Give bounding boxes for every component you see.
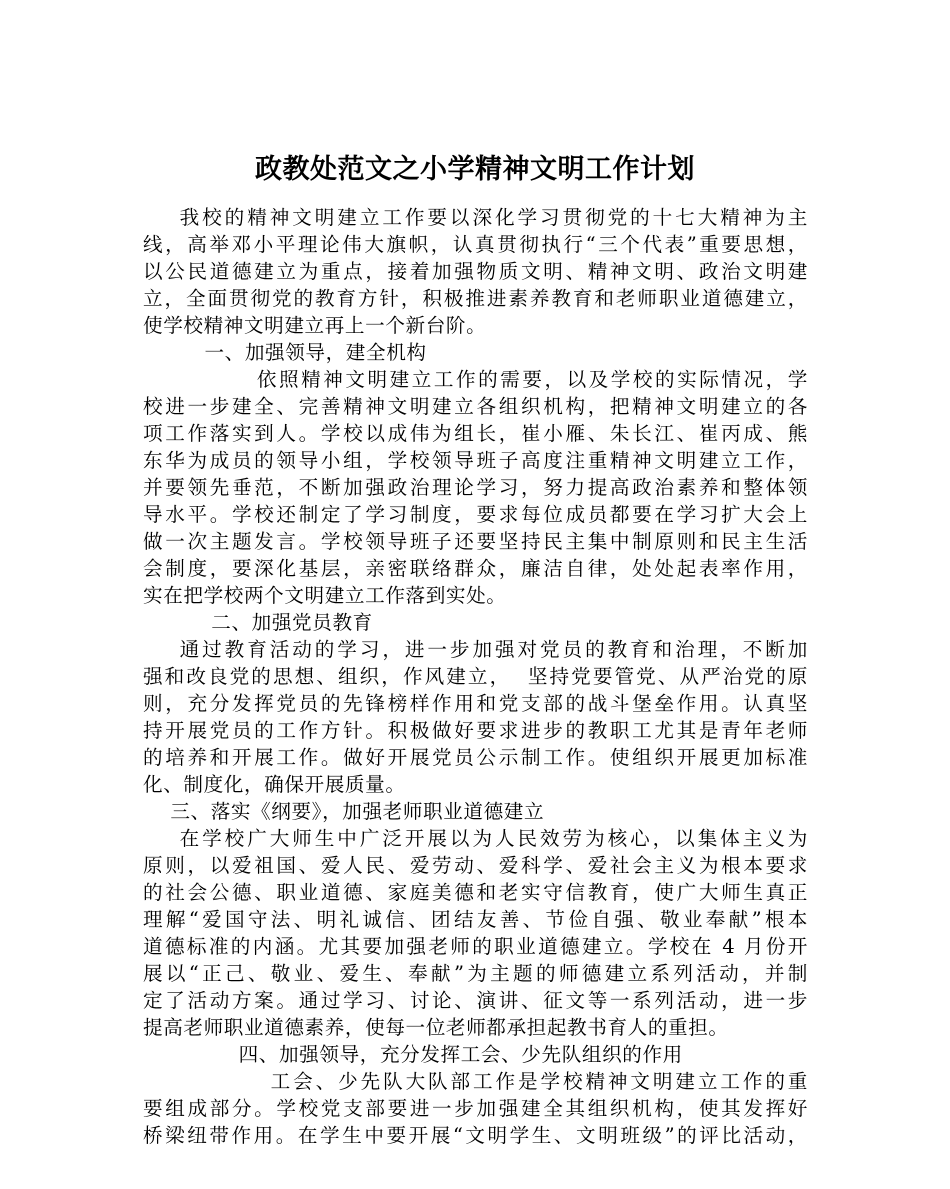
text-line: 展以“正己、敬业、爱生、奉献”为主题的师德建立系列活动，并制 bbox=[143, 962, 808, 985]
text-line: 三、落实《纲要》，加强老师职业道德建立 bbox=[143, 800, 545, 823]
text-line: 线，高举邓小平理论伟大旗帜，认真贯彻执行“三个代表”重要思想， bbox=[143, 233, 808, 256]
text-line: 并要领先垂范，不断加强政治理论学习，努力提高政治素养和整体领 bbox=[143, 476, 808, 499]
text-line: 要组成部分。学校党支部要进一步加强建全其组织机构，使其发挥好 bbox=[143, 1097, 808, 1120]
page-title: 政教处范文之小学精神文明工作计划 bbox=[255, 154, 695, 186]
text-line: 以公民道德建立为重点，接着加强物质文明、精神文明、政治文明建 bbox=[143, 260, 808, 283]
text-line: 校进一步建全、完善精神文明建立各组织机构，把精神文明建立的各 bbox=[143, 395, 808, 418]
text-line: 的培养和开展工作。做好开展党员公示制工作。使组织开展更加标准 bbox=[143, 746, 808, 769]
text-line: 我校的精神文明建立工作要以深化学习贯彻党的十七大精神为主 bbox=[143, 206, 808, 229]
text-line: 四、加强领导，充分发挥工会、少先队组织的作用 bbox=[143, 1043, 683, 1066]
text-line: 立，全面贯彻党的教育方针，积极推进素养教育和老师职业道德建立， bbox=[143, 287, 808, 310]
text-line: 东华为成员的领导小组，学校领导班子高度注重精神文明建立工作， bbox=[143, 449, 808, 472]
text-line: 则，充分发挥党员的先锋榜样作用和党支部的战斗堡垒作用。认真坚 bbox=[143, 692, 808, 715]
text-line: 的社会公德、职业道德、家庭美德和老实守信教育，使广大师生真正 bbox=[143, 881, 808, 904]
text-line: 强和改良党的思想、组织，作风建立， 坚持党要管党、从严治党的原 bbox=[143, 665, 808, 688]
text-line: 做一次主题发言。学校领导班子还要坚持民主集中制原则和民主生活 bbox=[143, 530, 808, 553]
text-line: 提高老师职业道德素养，使每一位老师都承担起教书育人的重担。 bbox=[143, 1016, 729, 1039]
text-line: 依照精神文明建立工作的需要，以及学校的实际情况，学 bbox=[143, 368, 808, 391]
text-line: 二、加强党员教育 bbox=[143, 611, 373, 634]
text-line: 道德标准的内涵。尤其要加强老师的职业道德建立。学校在 4 月份开 bbox=[143, 935, 808, 958]
text-line: 在学校广大师生中广泛开展以为人民效劳为核心，以集体主义为 bbox=[143, 827, 808, 850]
text-line: 化、制度化，确保开展质量。 bbox=[143, 773, 406, 796]
text-line: 一、加强领导，建全机构 bbox=[143, 341, 427, 364]
text-line: 使学校精神文明建立再上一个新台阶。 bbox=[143, 314, 487, 337]
text-line: 桥梁纽带作用。在学生中要开展“文明学生、文明班级”的评比活动， bbox=[143, 1124, 808, 1147]
text-line: 定了活动方案。通过学习、讨论、演讲、征文等一系列活动，进一步 bbox=[143, 989, 808, 1012]
text-line: 工会、少先队大队部工作是学校精神文明建立工作的重 bbox=[143, 1070, 808, 1093]
text-line: 项工作落实到人。学校以成伟为组长，崔小雁、朱长江、崔丙成、熊 bbox=[143, 422, 808, 445]
text-line: 原则，以爱祖国、爱人民、爱劳动、爱科学、爱社会主义为根本要求 bbox=[143, 854, 808, 877]
text-line: 理解“爱国守法、明礼诚信、团结友善、节俭自强、敬业奉献”根本 bbox=[143, 908, 808, 931]
document-body bbox=[143, 204, 808, 1149]
text-line: 会制度，要深化基层，亲密联络群众，廉洁自律，处处起表率作用， bbox=[143, 557, 808, 580]
text-line: 导水平。学校还制定了学习制度，要求每位成员都要在学习扩大会上 bbox=[143, 503, 808, 526]
text-line: 通过教育活动的学习，进一步加强对党员的教育和治理，不断加 bbox=[143, 638, 808, 661]
text-line: 实在把学校两个文明建立工作落到实处。 bbox=[143, 584, 507, 607]
text-line: 持开展党员的工作方针。积极做好要求进步的教职工尤其是青年老师 bbox=[143, 719, 808, 742]
